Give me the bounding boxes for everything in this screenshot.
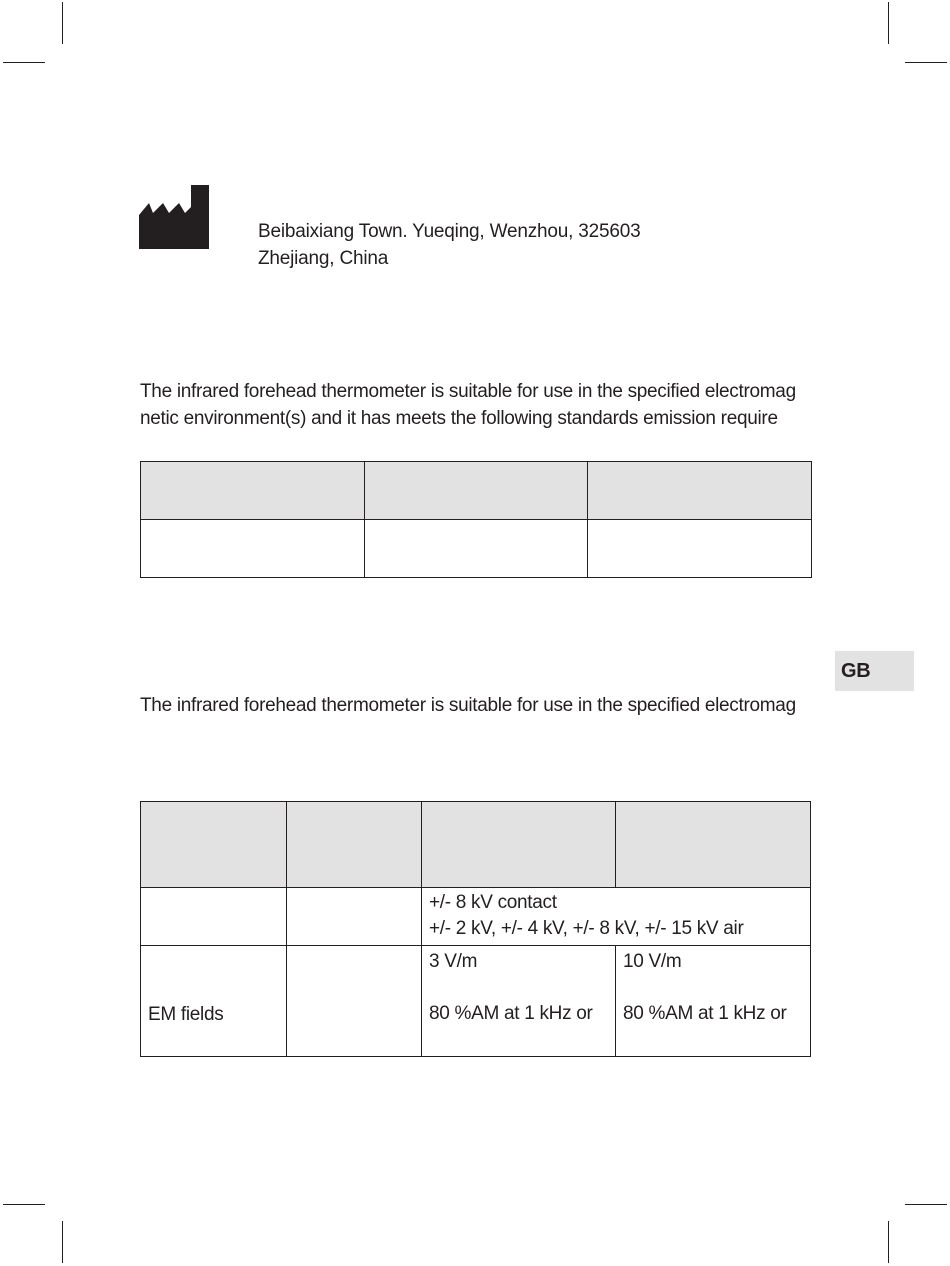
- manufacturer-address: [258, 218, 640, 272]
- rf-row-label: EM fields: [148, 1004, 224, 1025]
- table-cell: [287, 888, 422, 946]
- language-label: GB: [841, 659, 871, 682]
- address-line: Zhejiang, China: [258, 248, 389, 269]
- table-row-esd: [141, 888, 811, 946]
- paragraph-line: The infrared forehead thermometer is suitable for use in the specified electromag: [140, 381, 796, 402]
- rf-compliance-modulation: 80 %AM at 1 kHz or: [623, 1003, 787, 1024]
- table-cell: [365, 520, 588, 578]
- table-header-cell: [287, 802, 422, 888]
- crop-mark: [888, 2, 889, 44]
- esd-air-level: +/- 2 kV, +/- 4 kV, +/- 8 kV, +/- 15 kV air: [429, 918, 744, 939]
- manufacturer-factory-icon: [139, 185, 209, 249]
- emission-table: [140, 461, 812, 578]
- crop-mark: [888, 1221, 889, 1263]
- rf-test-level: 3 V/m: [429, 951, 478, 972]
- table-cell: [287, 946, 422, 1057]
- table-row-rf: [141, 946, 811, 1057]
- table-header-cell: [365, 462, 588, 520]
- table-cell-rf-label: [141, 946, 287, 1057]
- table-header-cell: [422, 802, 616, 888]
- rf-compliance-level: 10 V/m: [623, 951, 682, 972]
- table-header-cell: [616, 802, 811, 888]
- immunity-table: [140, 801, 811, 1057]
- crop-mark: [905, 1204, 947, 1205]
- crop-mark: [62, 1221, 63, 1263]
- table-cell: [422, 946, 616, 1057]
- immunity-intro: [140, 692, 796, 719]
- table-cell: [141, 888, 287, 946]
- table-cell-esd-level: [422, 888, 811, 946]
- table-header-row: [141, 462, 812, 520]
- table-cell: [588, 520, 812, 578]
- crop-mark: [3, 62, 45, 63]
- crop-mark: [3, 1204, 45, 1205]
- table-row: [141, 520, 812, 578]
- crop-mark: [905, 62, 947, 63]
- address-line: Beibaixiang Town. Yueqing, Wenzhou, 325603: [258, 221, 641, 242]
- table-cell: [616, 946, 811, 1057]
- table-header-row: [141, 802, 811, 888]
- table-header-cell: [141, 462, 365, 520]
- table-cell: [141, 520, 365, 578]
- emission-intro: [140, 378, 796, 432]
- table-header-cell: [588, 462, 812, 520]
- esd-contact-level: +/- 8 kV contact: [429, 892, 557, 913]
- paragraph-line: netic environment(s) and it has meets the following standards emission require: [140, 408, 778, 429]
- paragraph-line: The infrared forehead thermometer is suitable for use in the specified electromag: [140, 695, 796, 716]
- rf-test-modulation: 80 %AM at 1 kHz or: [429, 1003, 593, 1024]
- table-header-cell: [141, 802, 287, 888]
- crop-mark: [62, 2, 63, 44]
- language-tab: [835, 651, 914, 691]
